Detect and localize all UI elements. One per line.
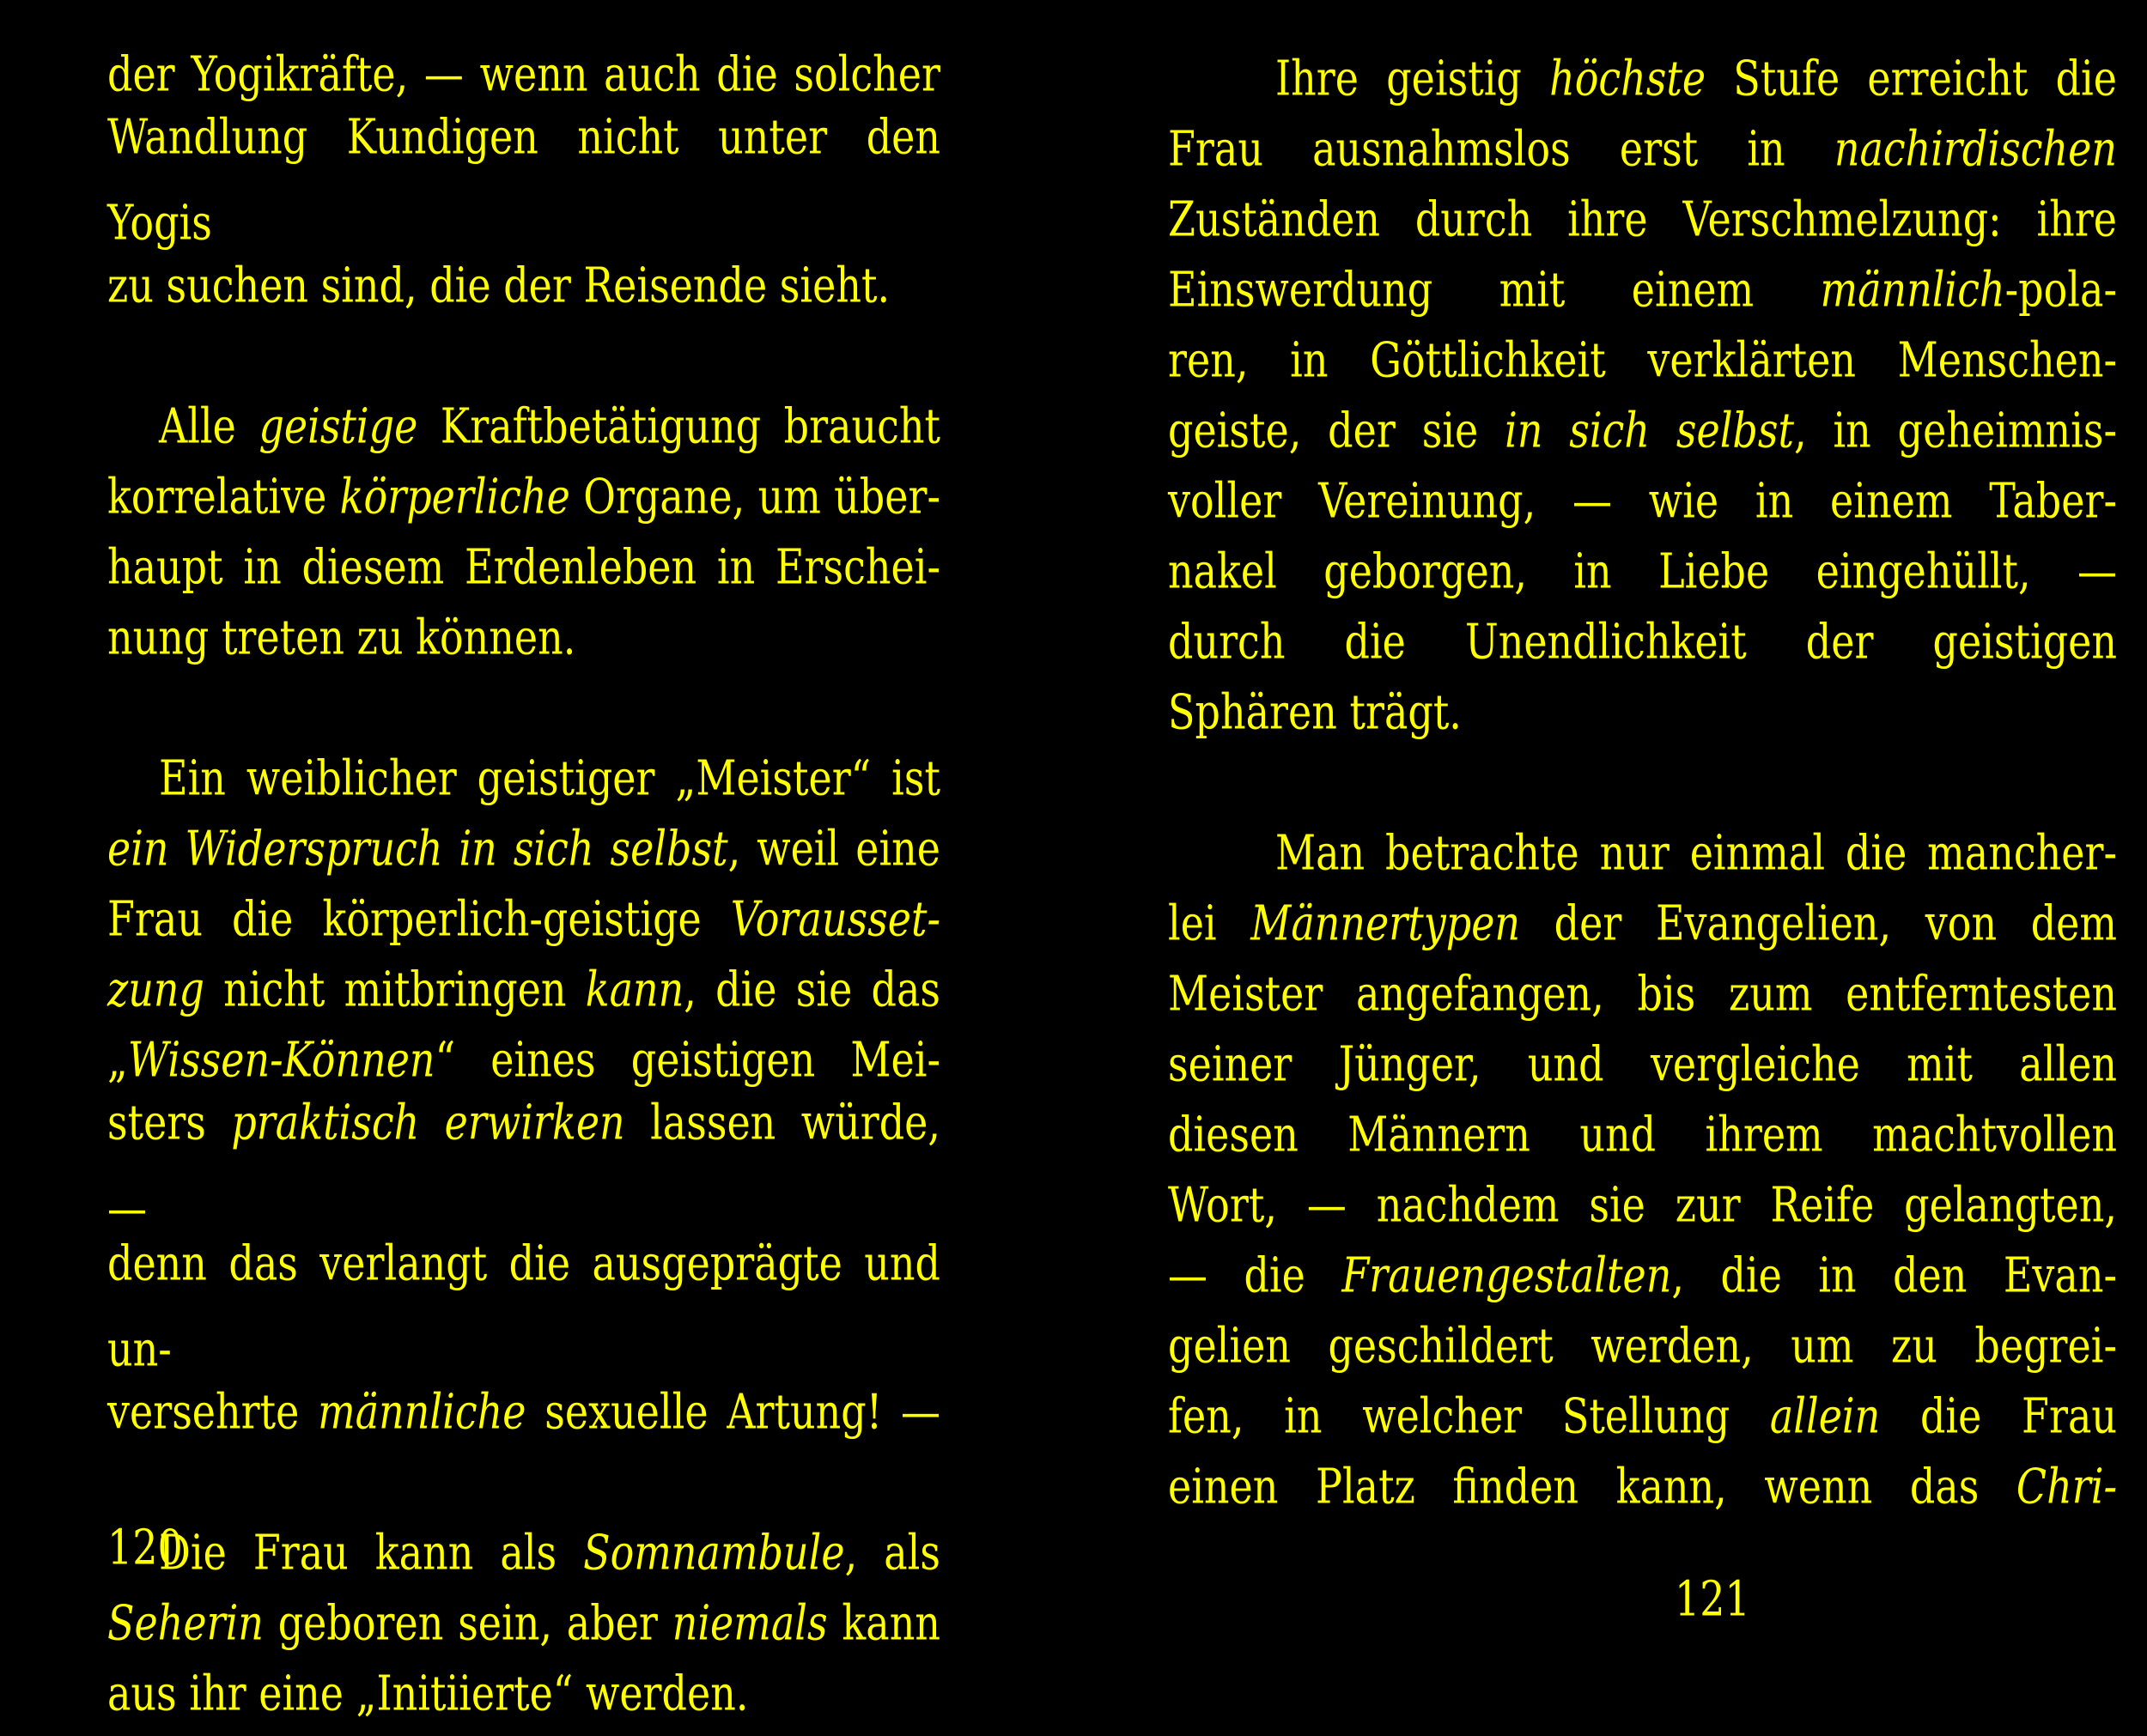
text-line <box>107 594 940 680</box>
roman-text: denn das verlangt die ausgeprägte und un- <box>107 1235 940 1377</box>
italic-text: Männertypen <box>1250 895 1521 951</box>
roman-text: fen, in welcher Stellung <box>1168 1387 1770 1444</box>
roman-text: , die sie das <box>684 961 941 1017</box>
roman-text: Frau ausnahmslos erst in <box>1168 120 1834 177</box>
roman-text: der Yogikräfte, — wenn auch die solcher <box>107 46 940 102</box>
roman-text: korrelative <box>107 468 340 525</box>
italic-text: höchste <box>1549 50 1706 106</box>
roman-text: durch die Unendlichkeit der geistigen <box>1168 613 2117 670</box>
text-line <box>107 94 940 265</box>
italic-text: körperliche <box>339 468 570 525</box>
text-line <box>107 1220 940 1392</box>
italic-text: ein Widerspruch in sich selbst <box>107 820 728 877</box>
roman-text: nicht mitbringen <box>204 961 586 1017</box>
paragraph <box>107 39 940 320</box>
roman-text: lei <box>1168 895 1251 951</box>
page-number-right: 121 <box>1675 1570 1750 1627</box>
roman-text: “ eines geistigen Mei- <box>435 1031 940 1088</box>
roman-text: zu suchen sind, die der Reisende sieht. <box>107 257 891 313</box>
roman-text: die Frau <box>1880 1387 2117 1444</box>
page-right-text-column <box>1168 43 2117 1521</box>
roman-text: Organe, um über- <box>569 468 940 525</box>
roman-text: Wandlung Kundigen nicht unter den Yogis <box>107 108 940 251</box>
paragraph <box>107 743 940 1447</box>
roman-text: Sphären trägt. <box>1168 683 1462 740</box>
roman-text: Ein weiblicher geistiger „Meister“ ist <box>159 750 940 806</box>
roman-text: einen Platz finden kann, wenn das <box>1168 1458 2016 1514</box>
italic-text: Chri- <box>2016 1458 2117 1514</box>
roman-text: seiner Jünger, und vergleiche mit allen <box>1168 1035 2117 1092</box>
roman-text: diesen Männern und ihrem machtvollen <box>1168 1106 2117 1162</box>
roman-text: Einswerdung mit einem <box>1168 261 1821 318</box>
roman-text: Die Frau kann als <box>159 1524 584 1581</box>
italic-text: Seherin <box>107 1594 264 1651</box>
italic-text: niemals <box>672 1594 828 1651</box>
roman-text: Wort, — nachdem sie zur Reife gelangten, <box>1168 1176 2117 1233</box>
roman-text: nung treten zu können. <box>107 609 576 665</box>
page-left-text-column <box>107 39 940 1728</box>
roman-text: , die in den Evan- <box>1671 1247 2117 1303</box>
roman-text: Kraftbetätigung braucht <box>417 398 940 454</box>
roman-text: „ <box>107 1031 128 1088</box>
roman-text: aus ihr eine „Initiierte“ werden. <box>107 1665 749 1721</box>
roman-text: Zuständen durch ihre Verschmelzung: ihre <box>1168 191 2117 247</box>
italic-text: in sich selbst <box>1505 402 1794 458</box>
roman-text: Stufe erreicht die <box>1706 50 2117 106</box>
italic-text: zung <box>107 961 204 1017</box>
roman-text: geboren sein, aber <box>263 1594 672 1651</box>
italic-text: nachirdischen <box>1834 120 2117 177</box>
roman-text: gelien geschildert werden, um zu begrei- <box>1168 1317 2117 1374</box>
roman-text: Man betrachte nur einmal die mancher- <box>1275 824 2117 881</box>
roman-text: sters <box>107 1094 232 1150</box>
roman-text: voller Vereinung, — wie in einem Taber- <box>1168 472 2117 529</box>
text-line <box>1168 1443 2117 1529</box>
italic-text: Somnambule <box>583 1524 845 1581</box>
roman-text: sexuelle Artung! — <box>526 1383 940 1440</box>
text-line <box>1168 669 2117 755</box>
roman-text: lassen würde, — <box>107 1094 940 1236</box>
roman-text: versehrte <box>107 1383 319 1440</box>
text-line <box>107 242 940 328</box>
paragraph <box>1168 817 2117 1521</box>
page-number-left: 120 <box>107 1519 183 1575</box>
roman-text: haupt in diesem Erdenleben in Erschei- <box>107 538 940 595</box>
italic-text: männliche <box>318 1383 526 1440</box>
roman-text: — die <box>1168 1247 1342 1303</box>
roman-text: geiste, der sie <box>1168 402 1505 458</box>
italic-text: Frauengestalten <box>1341 1247 1672 1303</box>
italic-text: kann <box>585 961 684 1017</box>
roman-text: kann <box>827 1594 940 1651</box>
italic-text: geistige <box>258 398 418 454</box>
roman-text: Ihre geistig <box>1275 50 1550 106</box>
roman-text: , als <box>844 1524 940 1581</box>
roman-text: Alle <box>159 398 259 454</box>
italic-text: männlich <box>1820 261 2005 318</box>
italic-text: Wissen-Können <box>127 1031 435 1088</box>
roman-text: Meister angefangen, bis zum entferntesten <box>1168 965 2117 1022</box>
roman-text: Frau die körperlich-geistige <box>107 890 731 947</box>
roman-text: -pola- <box>2004 261 2117 318</box>
paragraph <box>107 391 940 672</box>
roman-text: der Evangelien, von dem <box>1520 895 2117 951</box>
text-line <box>107 1650 940 1736</box>
italic-text: Vorausset- <box>730 890 940 947</box>
roman-text: ren, in Göttlichkeit verklärten Menschen- <box>1168 331 2117 388</box>
roman-text: , weil eine <box>727 820 940 877</box>
italic-text: allein <box>1769 1387 1881 1444</box>
roman-text: , in geheimnis- <box>1793 402 2117 458</box>
italic-text: praktisch erwirken <box>231 1094 625 1150</box>
paragraph <box>1168 43 2117 747</box>
roman-text: nakel geborgen, in Liebe eingehüllt, — <box>1168 543 2117 599</box>
paragraph <box>107 1517 940 1728</box>
text-line <box>107 1369 940 1454</box>
